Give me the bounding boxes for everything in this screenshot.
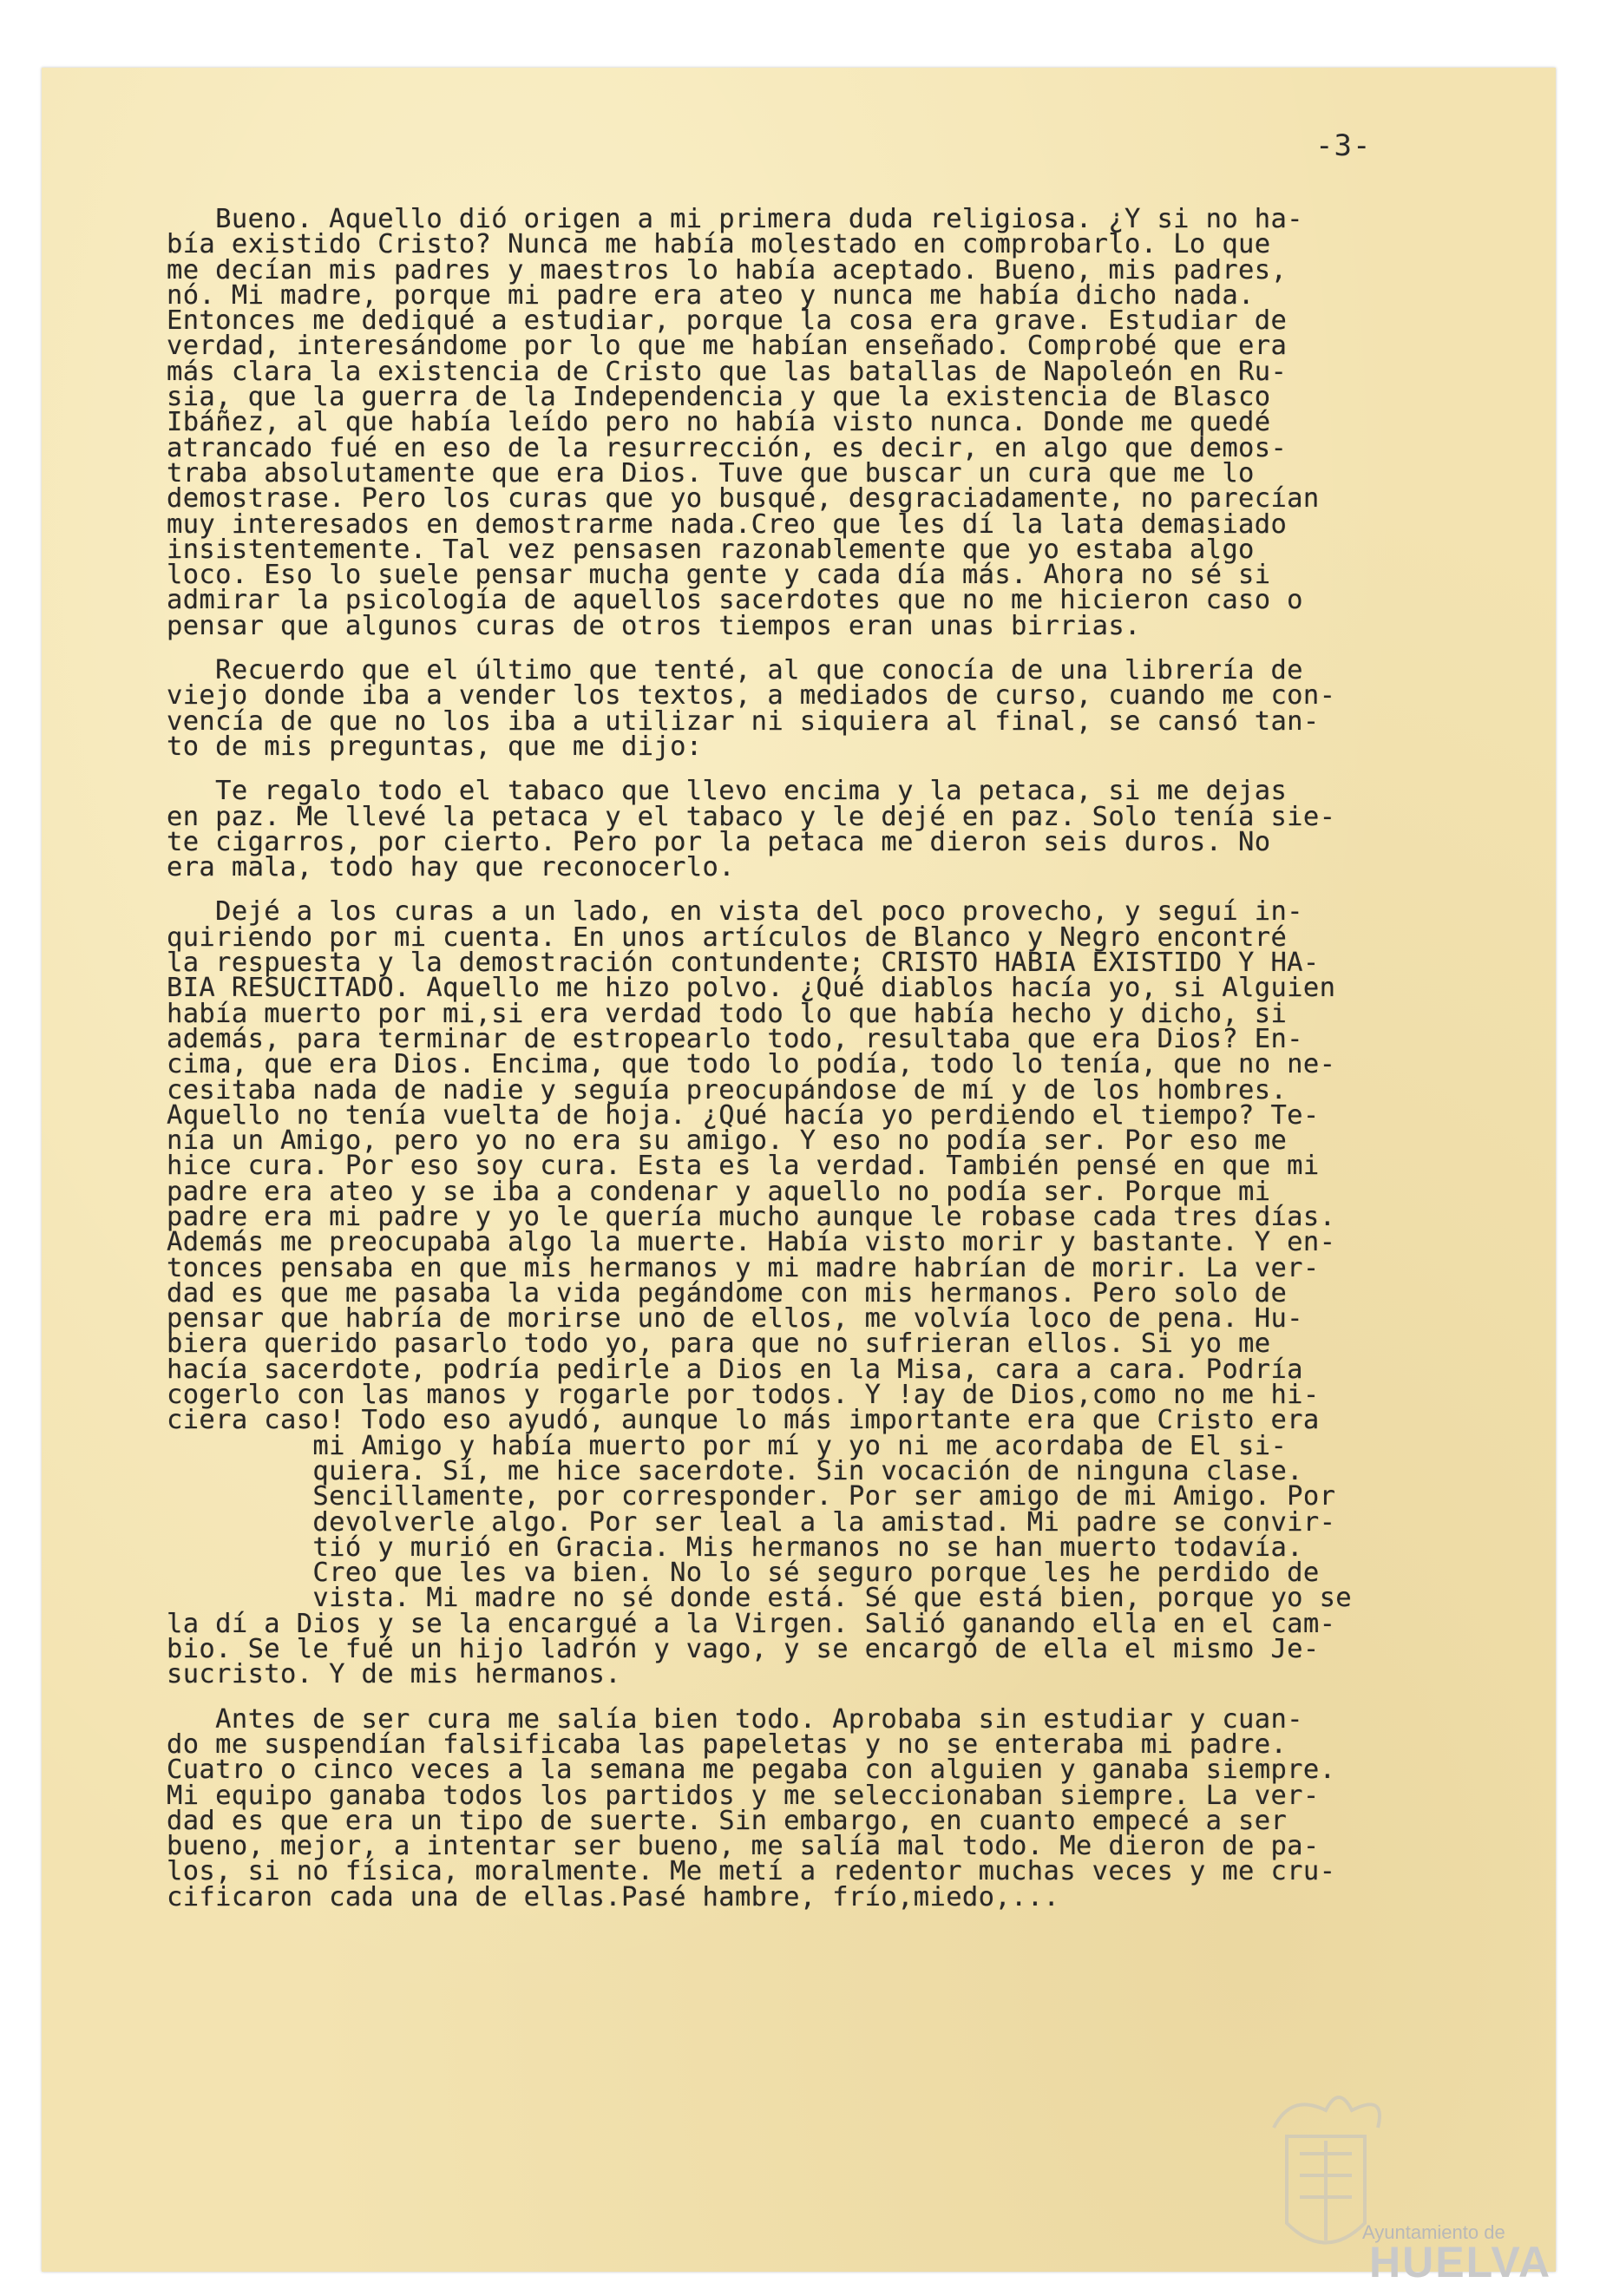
text-line: pensar que algunos curas de otros tiempos eran unas birrias. [167, 610, 1141, 641]
text-line: Antes de ser cura me salía bien todo. Aprobaba sin estudiar y cuan- [167, 1703, 1303, 1735]
text-line: padre era mi padre y yo le quería mucho aunque le robase cada tres días. [167, 1201, 1336, 1232]
text-line: la dí a Dios y se la encargué a la Virgen. Salió ganando ella en el cam- [167, 1608, 1336, 1639]
text-line: mi Amigo y había muerto por mí y yo ni me acordaba de El si- [167, 1430, 1288, 1461]
text-line: Dejé a los curas a un lado, en vista del poco provecho, y seguí in- [167, 896, 1303, 928]
text-line: pensar que habría de morirse uno de ellos, me volvía loco de pena. Hu- [167, 1303, 1303, 1335]
text-line: dad es que me pasaba la vida pegándome con mis hermanos. Pero solo de [167, 1277, 1288, 1309]
page-number: -3- [1315, 128, 1372, 163]
text-line: cogerlo con las manos y rogarle por todos. Y !ay de Dios,como no me hi- [167, 1380, 1320, 1411]
text-line: BIA RESUCITADO. Aquello me hizo polvo. ¿Qué diablos hacía yo, si Alguien [167, 973, 1336, 1004]
text-line: bio. Se le fué un hijo ladrón y vago, y se encargó de ella el mismo Je- [167, 1634, 1320, 1665]
text-line: los, si no física, moralmente. Me metí a redentor muchas veces y me cru- [167, 1856, 1336, 1887]
text-line: bía existido Cristo? Nunca me había molestado en comprobarlo. Lo que [167, 229, 1271, 260]
text-line: Ibáñez, al que había leído pero no había visto nunca. Donde me quedé [167, 407, 1271, 438]
text-line: Además me preocupaba algo la muerte. Había visto morir y bastante. Y en- [167, 1227, 1336, 1258]
text-line: to de mis preguntas, que me dijo: [167, 731, 703, 762]
text-line: verdad, interesándome por lo que me habían enseñado. Comprobé que era [167, 331, 1288, 362]
logo-wordmark: HUELVA [1369, 2238, 1552, 2286]
text-line: te cigarros, por cierto. Pero por la petaca me dieron seis duros. No [167, 826, 1271, 857]
text-line: Entonces me dediqué a estudiar, porque la cosa era grave. Estudiar de [167, 305, 1288, 337]
text-line: loco. Eso lo suele pensar mucha gente y cada día más. Ahora no sé si [167, 560, 1271, 591]
text-line: cesitaba nada de nadie y seguía preocupándose de mí y de los hombres. [167, 1074, 1288, 1105]
paragraph [167, 776, 1442, 883]
text-line: viejo donde iba a vender los textos, a mediados de curso, cuando me con- [167, 680, 1336, 712]
text-line: además, para terminar de estropearlo todo, resultaba que era Dios? En- [167, 1023, 1303, 1054]
typewritten-body [167, 204, 1442, 1929]
text-line: insistentemente. Tal vez pensasen razonablemente que yo estaba algo [167, 534, 1255, 565]
text-line: cima, que era Dios. Encima, que todo lo podía, todo lo tenía, que no ne- [167, 1049, 1336, 1080]
text-line: devolverle algo. Por ser leal a la amistad. Mi padre se convir- [167, 1506, 1336, 1538]
text-line: sucristo. Y de mis hermanos. [167, 1659, 621, 1690]
text-line: Bueno. Aquello dió origen a mi primera duda religiosa. ¿Y si no ha- [167, 204, 1303, 234]
text-line: hacía sacerdote, podría pedirle a Dios en la Misa, cara a cara. Podría [167, 1354, 1303, 1385]
text-line: dad es que era un tipo de suerte. Sin embargo, en cuanto empecé a ser [167, 1805, 1288, 1836]
text-line: la respuesta y la demostración contundente; CRISTO HABIA EXISTIDO Y HA- [167, 948, 1320, 979]
text-line: demostrase. Pero los curas que yo busqué, desgraciadamente, no parecían [167, 483, 1320, 515]
text-line: biera querido pasarlo todo yo, para que no sufrieran ellos. Si yo me [167, 1328, 1271, 1360]
text-line: Te regalo todo el tabaco que llevo encima y la petaca, si me dejas [167, 776, 1288, 807]
text-line: hice cura. Por eso soy cura. Esta es la verdad. También pensé en que mi [167, 1151, 1320, 1182]
text-line: admirar la psicología de aquellos sacerdotes que no me hicieron caso o [167, 585, 1303, 616]
text-line: bueno, mejor, a intentar ser bueno, me salía mal todo. Me dieron de pa- [167, 1831, 1320, 1862]
text-line: tió y murió en Gracia. Mis hermanos no se han muerto todavía. [167, 1532, 1303, 1563]
text-line: cificaron cada una de ellas.Pasé hambre, frío,miedo,... [167, 1881, 1060, 1912]
text-line: Creo que les va bien. No lo sé seguro porque les he perdido de [167, 1558, 1320, 1589]
text-line: vencía de que no los iba a utilizar ni siquiera al final, se cansó tan- [167, 705, 1320, 737]
text-line: Sencillamente, por corresponder. Por ser amigo de mi Amigo. Por [167, 1481, 1336, 1512]
paragraph [167, 655, 1442, 762]
paragraph [167, 896, 1442, 1690]
text-line: Recuerdo que el último que tenté, al que conocía de una librería de [167, 655, 1303, 686]
text-line: nó. Mi madre, porque mi padre era ateo y nunca me había dicho nada. [167, 279, 1255, 311]
text-line: muy interesados en demostrarme nada.Creo que les dí la lata demasiado [167, 508, 1288, 540]
text-line: sia, que la guerra de la Independencia y que la existencia de Blasco [167, 382, 1271, 413]
text-line: Mi equipo ganaba todos los partidos y me seleccionaban siempre. La ver- [167, 1780, 1320, 1811]
text-line: me decían mis padres y maestros lo había aceptado. Bueno, mis padres, [167, 254, 1288, 285]
text-line: nía un Amigo, pero yo no era su amigo. Y eso no podía ser. Por eso me [167, 1125, 1288, 1157]
text-line: ciera caso! Todo eso ayudó, aunque lo más importante era que Cristo era [167, 1405, 1320, 1436]
text-line: había muerto por mi,si era verdad todo lo que había hecho y dicho, si [167, 998, 1288, 1029]
text-line: Aquello no tenía vuelta de hoja. ¿Qué hacía yo perdiendo el tiempo? Te- [167, 1099, 1320, 1131]
text-line: en paz. Me llevé la petaca y el tabaco y le dejé en paz. Solo tenía sie- [167, 801, 1336, 832]
text-line: traba absolutamente que era Dios. Tuve que buscar un cura que me lo [167, 457, 1255, 489]
text-line: más clara la existencia de Cristo que las batallas de Napoleón en Ru- [167, 356, 1288, 387]
logo-caption: Ayuntamiento de [1362, 2221, 1505, 2243]
text-line: atrancado fué en eso de la resurrección, es decir, en algo que demos- [167, 432, 1288, 463]
paragraph [167, 204, 1442, 641]
text-line: padre era ateo y se iba a condenar y aquello no podía ser. Porque mi [167, 1176, 1271, 1207]
text-line: Cuatro o cinco veces a la semana me pegaba con alguien y ganaba siempre. [167, 1755, 1336, 1786]
text-line: quiriendo por mi cuenta. En unos artículos de Blanco y Negro encontré [167, 922, 1288, 953]
paragraph [167, 1703, 1442, 1912]
text-line: vista. Mi madre no sé donde está. Sé que está bien, porque yo se [167, 1583, 1353, 1614]
text-line: era mala, todo hay que reconocerlo. [167, 852, 735, 883]
text-line: do me suspendían falsificaba las papeletas y no se enteraba mi padre. [167, 1729, 1288, 1760]
text-line: quiera. Sí, me hice sacerdote. Sin vocación de ninguna clase. [167, 1455, 1303, 1486]
text-line: tonces pensaba en que mis hermanos y mi madre habrían de morir. La ver- [167, 1252, 1320, 1283]
